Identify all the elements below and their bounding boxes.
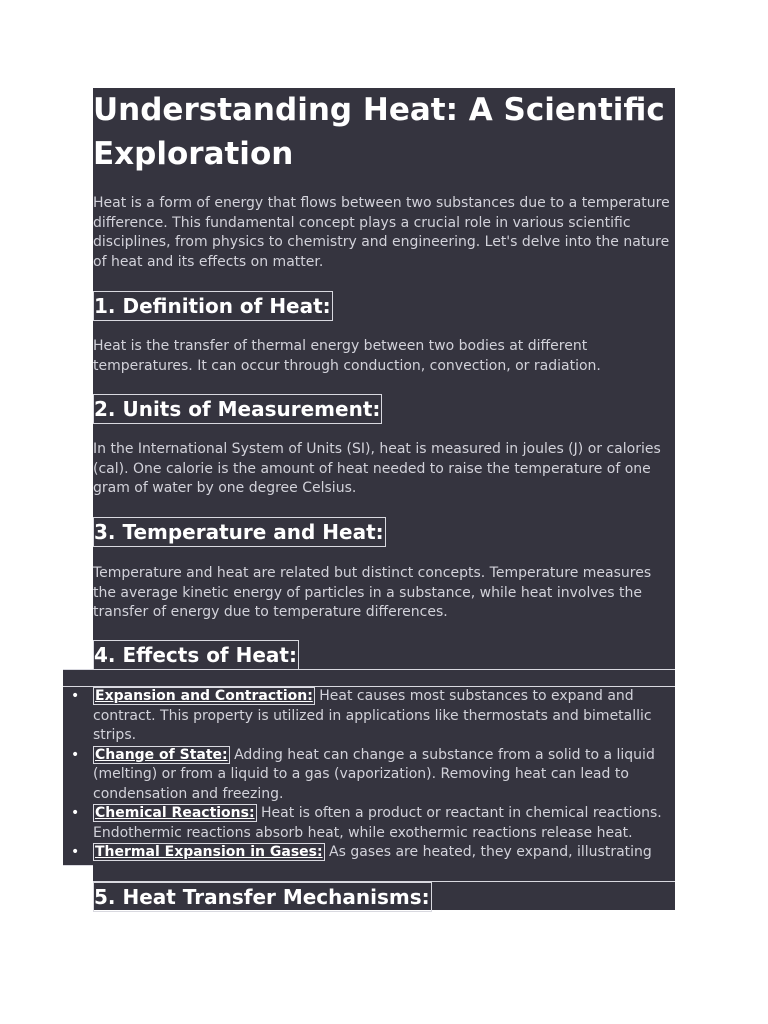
bullet-icon: • — [71, 688, 80, 704]
list-bottom-spacer — [93, 864, 675, 882]
section-text-definition: Heat is the transfer of thermal energy between two bodies at different temperatures. It can occur through conduction, convection, or radiation. — [93, 338, 601, 374]
section-heading-units: 2. Units of Measurement: — [93, 394, 382, 424]
article-title: Understanding Heat: A Scientific Exploration — [93, 92, 665, 172]
effect-term: Change of State: — [95, 746, 228, 763]
effect-text: Heat is often a product or reactant in chemical reactions. Endothermic reactions absorb heat, while exothermic reactions release heat. — [93, 805, 662, 841]
list-item — [71, 804, 675, 843]
section-heading-temperature: 3. Temperature and Heat: — [93, 517, 386, 547]
section-text-temperature: Temperature and heat are related but distinct concepts. Temperature measures the average kinetic energy of particles in a substance, while heat involves the transfer of energy due to temperature differences. — [93, 565, 652, 620]
effect-term: Expansion and Contraction: — [95, 688, 313, 704]
effect-term: Thermal Expansion in Gases: — [95, 844, 323, 860]
effects-list — [71, 687, 675, 882]
bullet-icon: • — [71, 844, 80, 860]
list-item — [71, 746, 675, 805]
bullet-icon: • — [71, 746, 80, 763]
list-item — [71, 687, 675, 746]
section-text-units: In the International System of Units (SI), heat is measured in joules (J) or calories (cal). One calorie is the amount of heat needed to raise the temperature of one gram of water by one degree Celsius. — [93, 441, 661, 496]
section-heading-effects: 4. Effects of Heat: — [93, 640, 299, 670]
effect-text: As gases are heated, they expand, illustrating — [329, 844, 652, 860]
bullet-icon: • — [71, 805, 80, 821]
effect-text: Adding heat can change a substance from a solid to a liquid (melting) or from a liquid to a gas (vaporization). Removing heat can lead to condensation and freezing. — [93, 746, 655, 802]
intro-paragraph: Heat is a form of energy that flows between two substances due to a temperature difference. This fundamental concept plays a crucial role in various scientific disciplines, from physics to chemistry and engineering. Let's delve into the nature of heat and its effects on matter. — [93, 195, 670, 270]
section-heading-definition: 1. Definition of Heat: — [93, 291, 333, 321]
effect-text: Heat causes most substances to expand and contract. This property is utilized in applications like thermostats and bimetallic strips. — [93, 688, 652, 743]
effect-term: Chemical Reactions: — [95, 805, 255, 821]
section-heading-transfer: 5. Heat Transfer Mechanisms: — [93, 882, 432, 912]
list-top-spacer — [63, 669, 675, 687]
